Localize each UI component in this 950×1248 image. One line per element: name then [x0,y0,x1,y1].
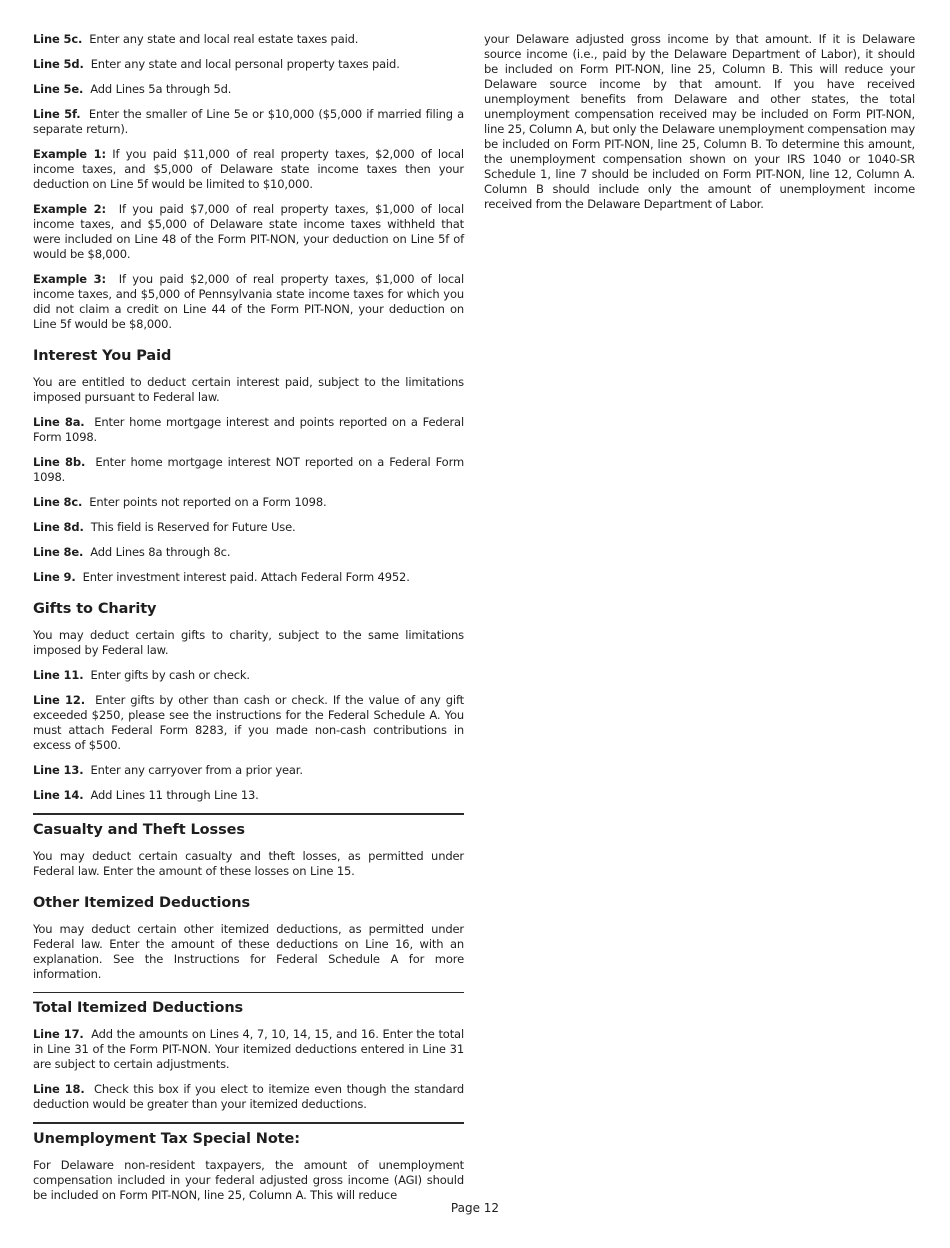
other-itemized-heading: Other Itemized Deductions [33,895,251,911]
line-text: Enter investment interest paid. Attach Federal Form 4952. [82,570,410,584]
line-18-entry [33,1082,464,1112]
casualty-theft-heading: Casualty and Theft Losses [33,822,245,838]
line-text: Check this box if you elect to itemize even though the standard deduction would be greater than your itemized deductions. [33,1082,464,1111]
unemployment-note-heading: Unemployment Tax Special Note: [33,1131,300,1147]
line-12-entry [33,693,464,753]
line-text: Enter gifts by other than cash or check. If the value of any gift exceeded $250, please see the instructions for the Federal Schedule A. You must attach Federal Form 8283, if you made non-cash contributions in excess of $500. [33,693,464,752]
section-divider [33,992,464,993]
line-text: Enter any carryover from a prior year. [90,763,303,777]
section-divider [33,813,464,815]
line-5f-entry [33,107,464,137]
line-label: Line 17. [33,1027,84,1041]
line-text: Enter any state and local real estate taxes paid. [89,32,359,46]
example-label: Example 2: [33,202,106,216]
left-column [33,32,464,1213]
line-label: Line 5e. [33,82,84,96]
line-5d-entry [33,57,464,72]
example-text: If you paid $11,000 of real property taxes, $2,000 of local income taxes, and $5,000 of Delaware state income taxes then your deduction on Line 5f would be limited to $10,000. [33,147,464,191]
section-divider [33,1122,464,1124]
example-text: If you paid $2,000 of real property taxes, $1,000 of local income taxes, and $5,000 of Pennsylvania state income taxes for which you did not claim a credit on Line 44 of the Form PIT-NON, your deduction on Line 5f would be $8,000. [33,272,465,331]
line-11-entry [33,668,464,683]
line-label: Line 8a. [33,415,85,429]
line-5c-entry [33,32,464,47]
line-text: Add Lines 11 through Line 13. [90,788,259,802]
line-label: Line 9. [33,570,76,584]
line-8d-entry [33,520,464,535]
example-label: Example 3: [33,272,106,286]
line-13-entry [33,763,464,778]
gifts-to-charity-heading: Gifts to Charity [33,601,157,617]
total-itemized-heading: Total Itemized Deductions [33,1000,244,1016]
line-text: Enter points not reported on a Form 1098. [89,495,327,509]
line-label: Line 12. [33,693,85,707]
gifts-intro: You may deduct certain gifts to charity, subject to the same limitations imposed by Federal law. [33,628,464,657]
interest-intro: You are entitled to deduct certain interest paid, subject to the limitations imposed pursuant to Federal law. [33,375,464,404]
line-label: Line 11. [33,668,84,682]
example-3 [33,272,464,332]
line-text: Enter home mortgage interest and points reported on a Federal Form 1098. [33,415,464,444]
line-label: Line 5c. [33,32,83,46]
line-text: Enter any state and local personal property taxes paid. [90,57,400,71]
line-text: Add Lines 8a through 8c. [90,545,231,559]
line-label: Line 13. [33,763,84,777]
other-itemized-text: You may deduct certain other itemized deductions, as permitted under Federal law. Enter the amount of these deductions on Line 16, with an explanation. See the Instructions for Federal Schedule A for more information. [33,922,464,981]
line-text: Enter home mortgage interest NOT reported on a Federal Form 1098. [33,455,464,484]
unemployment-note-text: For Delaware non-resident taxpayers, the amount of unemployment compensation included in your federal adjusted gross income (AGI) should be included on Form PIT-NON, line 25, Column A. This will reduce [33,1158,464,1202]
example-2 [33,202,464,262]
line-label: Line 8b. [33,455,86,469]
line-text: Add Lines 5a through 5d. [90,82,232,96]
page-number: Page 12 [450,1201,500,1215]
example-label: Example 1: [33,147,106,161]
line-8b-entry [33,455,464,485]
interest-you-paid-heading: Interest You Paid [33,348,172,364]
right-column [484,32,915,222]
line-8c-entry [33,495,464,510]
line-label: Line 5f. [33,107,81,121]
line-text: Add the amounts on Lines 4, 7, 10, 14, 15, and 16. Enter the total in Line 31 of the Form PIT-NON. Your itemized deductions entered in Line 31 are subject to certain adjustments. [33,1027,464,1071]
line-5e-entry [33,82,464,97]
line-9-entry [33,570,464,585]
line-text: Enter gifts by cash or check. [90,668,250,682]
line-text: Enter the smaller of Line 5e or $10,000 ($5,000 if married filing a separate return). [33,107,464,136]
line-label: Line 18. [33,1082,85,1096]
line-label: Line 14. [33,788,84,802]
casualty-text: You may deduct certain casualty and theft losses, as permitted under Federal law. Enter the amount of these losses on Line 15. [33,849,464,878]
line-text: This field is Reserved for Future Use. [90,520,296,534]
line-label: Line 8e. [33,545,84,559]
line-label: Line 8c. [33,495,83,509]
unemployment-note-continued: your Delaware adjusted gross income by that amount. If it is Delaware source income (i.e., paid by the Delaware Department of Labor), it should be included on Form PIT-NON, line 25, Column B. This will reduce your Delaware source income by that amount. If you have received unemployment benefits from Delaware and other states, the total unemployment compensation received may be included on Form PIT-NON, line 25, Column A, but only the Delaware unemployment compensation may be included on Form PIT-NON, line 25, Column B. To determine this amount, the unemployment compensation shown on your IRS 1040 or 1040-SR Schedule 1, line 7 should be included on Form PIT-NON, line 12, Column A. Column B should include only the amount of unemployment income received from the Delaware Department of Labor. [484,32,915,211]
line-8a-entry [33,415,464,445]
example-1 [33,147,464,192]
line-14-entry [33,788,464,803]
line-17-entry [33,1027,464,1072]
line-8e-entry [33,545,464,560]
line-label: Line 8d. [33,520,84,534]
example-text: If you paid $7,000 of real property taxes, $1,000 of local income taxes, and $5,000 of Delaware state income taxes withheld that were included on Line 48 of the Form PIT-NON, your deduction on Line 5f of would be $8,000. [33,202,465,261]
line-label: Line 5d. [33,57,84,71]
